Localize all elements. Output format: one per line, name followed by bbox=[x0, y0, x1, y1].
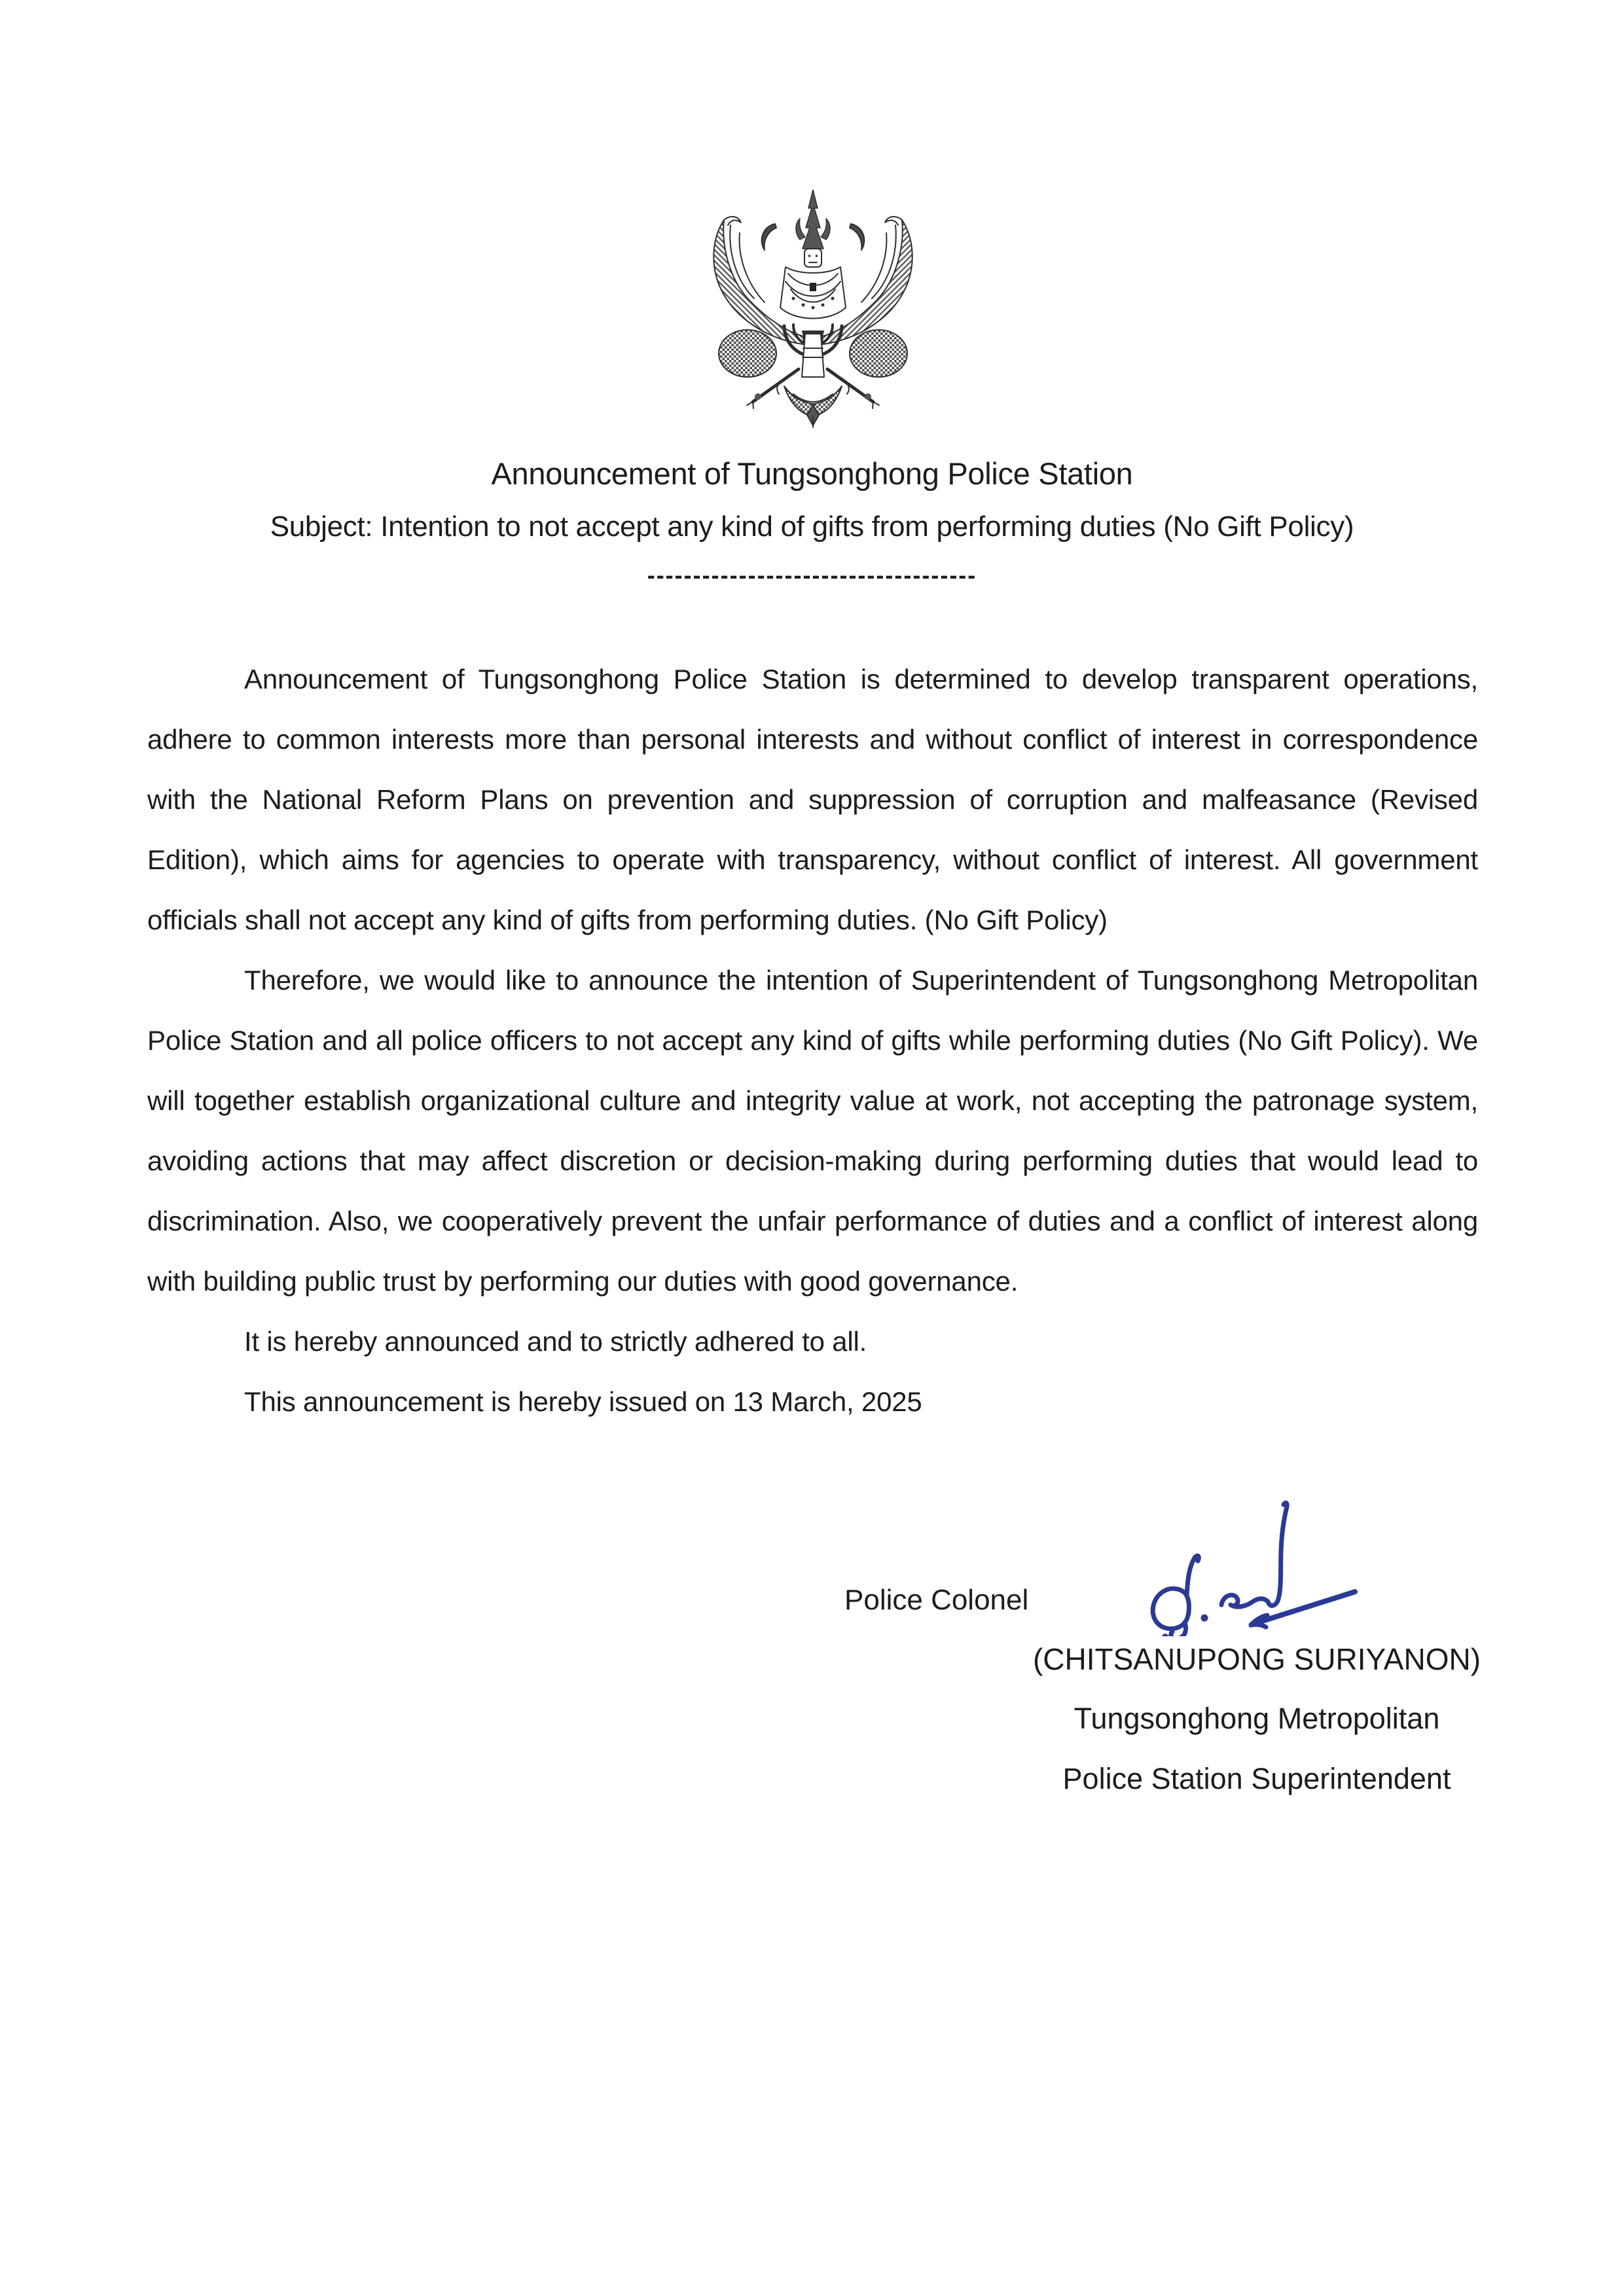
signatory-name: (CHITSANUPONG SURIYANON) bbox=[1032, 1642, 1481, 1676]
announcement-paragraph-1: Announcement of Tungsonghong Police Station is determined to develop transparent operations, adhere to common interests more than personal interests and without conflict of interest in correspondence with the National Reform Plans on prevention and suppression of corruption and malfeasance (Revised Edition), which aims for agencies to operate with transparency, without conflict of interest. All government officials shall not accept any kind of gifts from performing duties. (No Gift Policy) bbox=[147, 664, 1478, 935]
announcement-body bbox=[147, 649, 1478, 1432]
dashed-separator: ------------------------------------ bbox=[647, 562, 977, 588]
signature-rank: Police Colonel bbox=[844, 1584, 1029, 1616]
garuda-emblem-icon bbox=[702, 186, 924, 428]
announcement-paragraph-4: This announcement is hereby issued on 13 March, 2025 bbox=[244, 1386, 922, 1417]
signatory-org-line-1: Tungsonghong Metropolitan bbox=[1074, 1702, 1440, 1735]
page-title: Announcement of Tungsonghong Police Station bbox=[491, 456, 1133, 491]
handwritten-signature-icon bbox=[1139, 1492, 1375, 1636]
signatory-org-line-2: Police Station Superintendent bbox=[1062, 1762, 1451, 1795]
announcement-paragraph-2: Therefore, we would like to announce the intention of Superintendent of Tungsonghong Metropolitan Police Station and all police officers to not accept any kind of gifts while performing duties (No Gift Policy). We will together establish organizational culture and integrity value at work, not accepting the patronage system, avoiding actions that may affect discretion or decision-making during performing duties that would lead to discrimination. Also, we cooperatively prevent the unfair performance of duties and a conflict of interest along with building public trust by performing our duties with good governance. bbox=[147, 965, 1478, 1297]
announcement-paragraph-3: It is hereby announced and to strictly adhered to all. bbox=[244, 1326, 867, 1357]
subject-line: Subject: Intention to not accept any kind of gifts from performing duties (No Gift Policy) bbox=[270, 511, 1354, 543]
